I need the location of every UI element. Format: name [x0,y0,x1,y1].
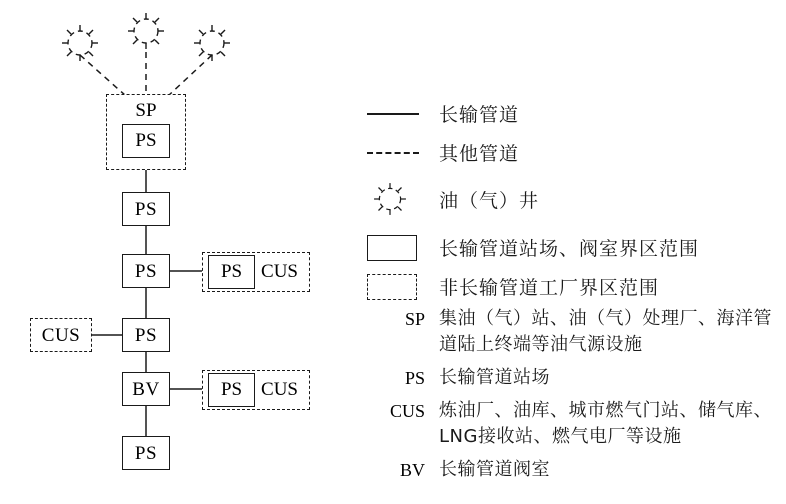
valve-room-node[interactable]: BV [122,372,170,406]
station-node-5[interactable]: PS [122,436,170,470]
abbreviation-row-ps [365,365,785,391]
station-node-4[interactable]: PS [122,318,170,352]
left-cus-boundary[interactable]: CUS [30,318,92,352]
sp-station-box[interactable]: PS [122,124,170,158]
legend-row-trunk-pipeline [365,100,785,127]
legend [365,100,785,312]
legend-row-other-pipeline [365,139,785,166]
station-node-2[interactable]: PS [122,192,170,226]
legend-label-trunk-pipeline: 长输管道 [439,104,520,126]
legend-label-station-boundary: 长输管道站场、阀室界区范围 [439,238,700,260]
abbreviation-list [365,306,785,491]
legend-symbol-dashed-box [365,274,439,300]
branch-station-box-1[interactable]: PS [208,255,255,289]
legend-symbol-well-icon [365,178,439,220]
oil-gas-well-icon-1 [54,20,106,66]
abbreviation-desc-ps: 长输管道站场 [439,367,550,389]
abbreviation-row-sp [365,306,785,358]
oil-gas-well-icon-2 [120,8,172,54]
legend-symbol-dashed-line [365,152,439,154]
branch-station-box-2[interactable]: PS [208,373,255,407]
legend-label-other-pipeline: 其他管道 [439,143,520,165]
abbreviation-code-bv: BV [399,460,425,481]
branch-factory-boundary-2[interactable] [202,370,310,410]
sp-plant-boundary[interactable] [106,94,186,170]
abbreviation-code-cus: CUS [389,401,425,422]
legend-symbol-solid-line [365,113,439,115]
legend-row-well [365,178,785,220]
oil-gas-well-icon-3 [186,20,238,66]
abbreviation-row-cus [365,398,785,450]
abbreviation-code-ps: PS [404,368,425,389]
branch-cus-label-1: CUS [261,261,298,282]
sp-plant-label: SP [135,100,157,121]
abbreviation-desc-sp: 集油（气）站、油（气）处理厂、海洋管道陆上终端等油气源设施 [439,308,772,356]
legend-symbol-solid-box [365,235,439,261]
legend-label-factory-boundary: 非长输管道工厂界区范围 [439,277,660,299]
legend-label-well: 油（气）井 [439,189,540,212]
legend-row-station-boundary [365,234,785,261]
station-node-3[interactable]: PS [122,254,170,288]
abbreviation-code-sp: SP [404,309,425,329]
abbreviation-desc-bv: 长输管道阀室 [439,459,550,481]
abbreviation-desc-cus: 炼油厂、油库、城市燃气门站、储气库、LNG接收站、燃气电厂等设施 [439,400,772,448]
branch-cus-label-2: CUS [261,379,298,400]
abbreviation-row-bv [365,457,785,483]
branch-factory-boundary-1[interactable] [202,252,310,292]
legend-row-factory-boundary [365,273,785,300]
